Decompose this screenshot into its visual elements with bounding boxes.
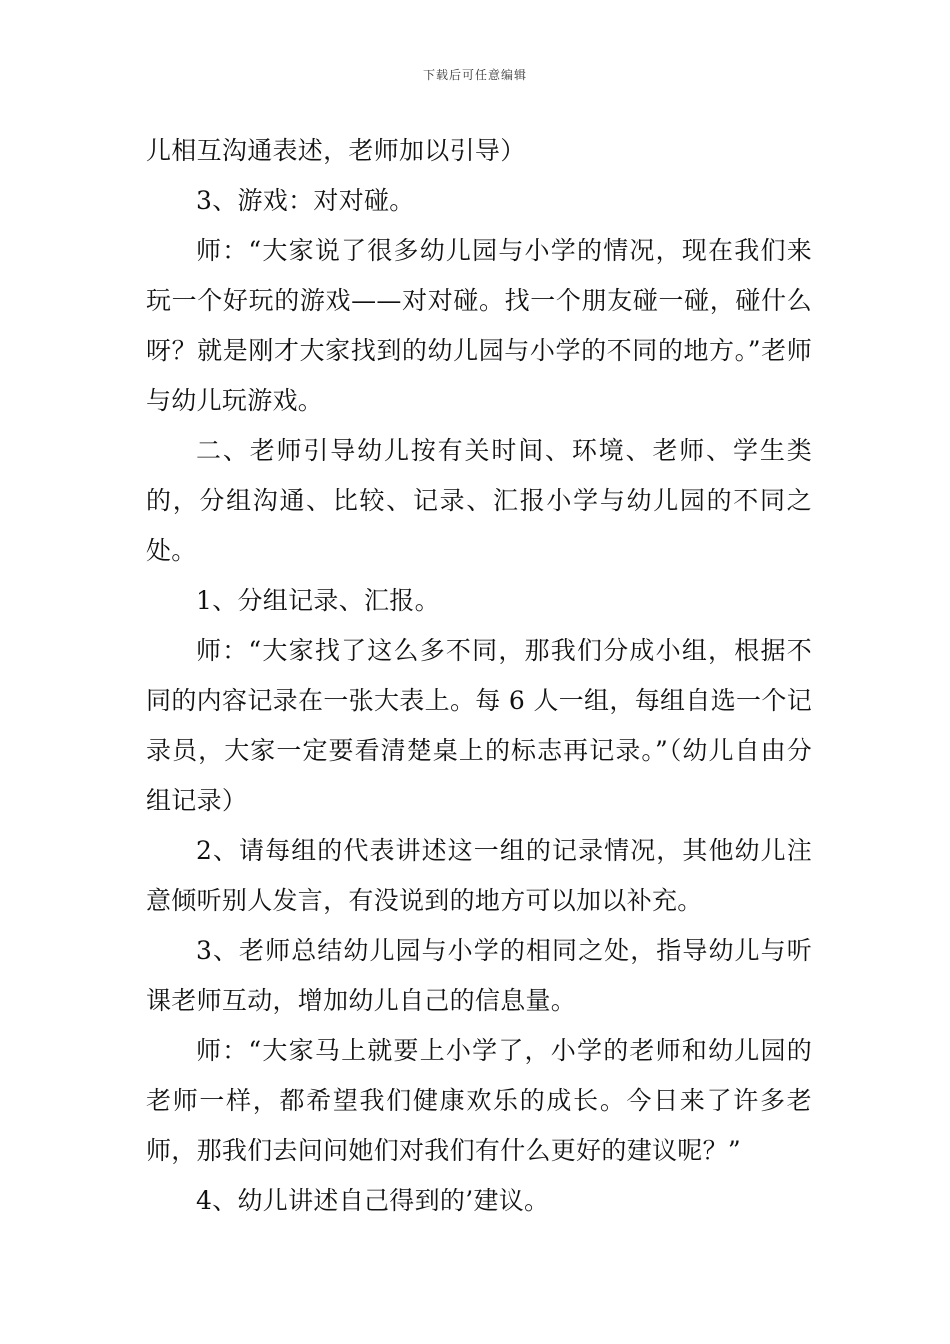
paragraph: 4、幼儿讲述自己得到的’建议。 [196,1186,550,1215]
paragraph: 师：“大家找了这么多不同，那我们分成小组，根据不同的内容记录在一张大表上。每 6 人一组，每组自选一个记录员，大家一定要看清楚桌上的标志再记录。”（幼儿自由分组记录） [146,636,812,815]
paragraph: 儿相互沟通表述，老师加以引导） [146,136,526,165]
paragraph: 2、请每组的代表讲述这一组的记录情况，其他幼儿注意倾听别人发言，有没说到的地方可以加以补充。 [146,836,812,915]
page-header-note: 下载后可任意编辑 [422,68,527,82]
paragraph: 1、分组记录、汇报。 [196,586,440,615]
paragraph: 3、老师总结幼儿园与小学的相同之处，指导幼儿与听课老师互动，增加幼儿自己的信息量。 [146,936,812,1015]
paragraph: 师：“大家说了很多幼儿园与小学的情况，现在我们来玩一个好玩的游戏——对对碰。找一个朋友碰一碰，碰什么呀？就是刚才大家找到的幼儿园与小学的不同的地方。”老师与幼儿玩游戏。 [146,236,812,415]
paragraph: 师：“大家马上就要上小学了，小学的老师和幼儿园的老师一样，都希望我们健康欢乐的成长。今日来了许多老师，那我们去问问她们对我们有什么更好的建议呢？” [146,1036,812,1165]
paragraph: 二、老师引导幼儿按有关时间、环境、老师、学生类的，分组沟通、比较、记录、汇报小学与幼儿园的不同之处。 [146,436,812,565]
paragraph: 3、游戏：对对碰。 [196,186,415,215]
document-body [146,126,812,1226]
